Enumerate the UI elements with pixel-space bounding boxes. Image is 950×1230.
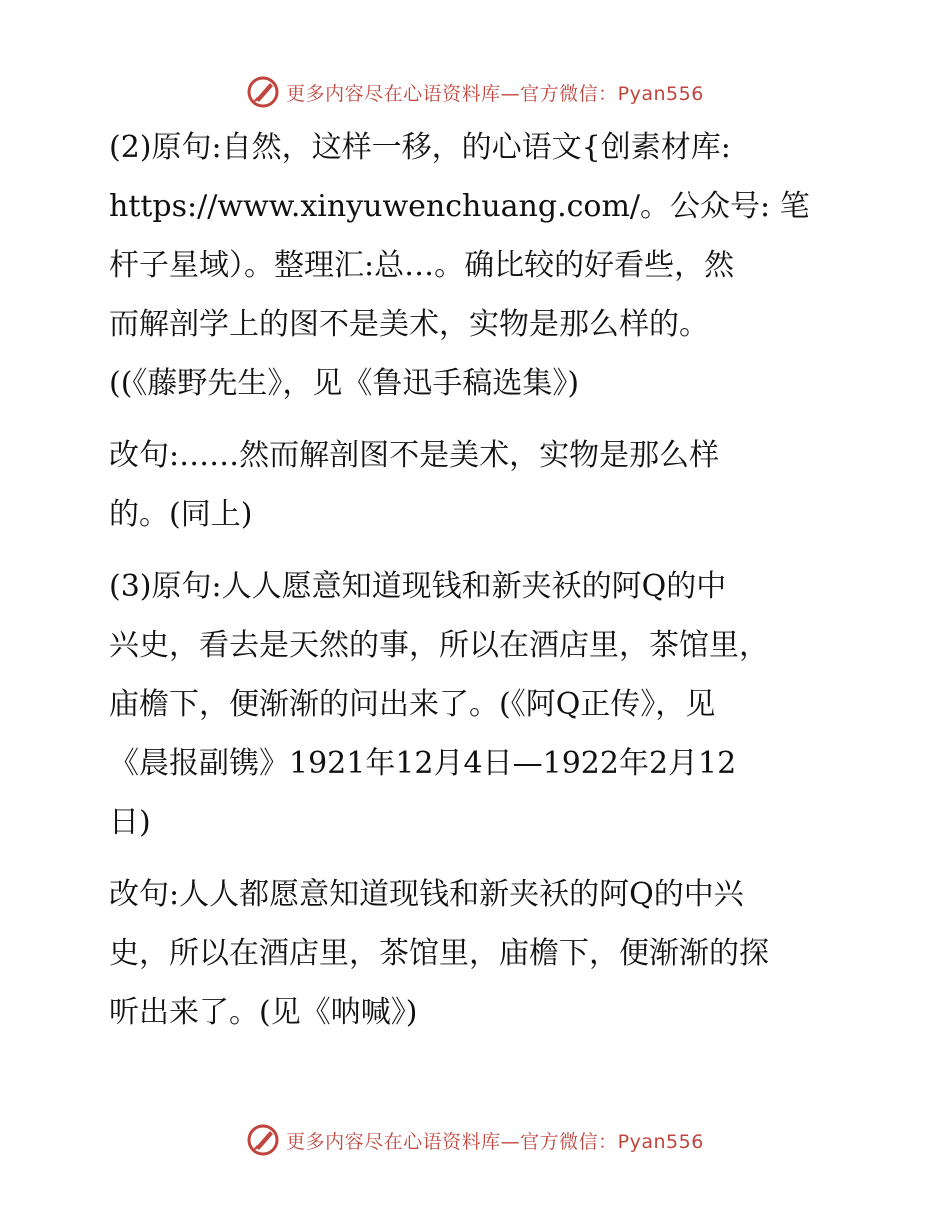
footer-banner-text: 更多内容尽在心语资料库—官方微信：Pyan556 [286, 1130, 704, 1153]
text-line: 改句:人人都愿意知道现钱和新夹袄的阿Q的中兴 [109, 877, 744, 912]
text-line: 杆子星域）。整理汇:总…。确比较的好看些，然 [109, 248, 735, 283]
pen-logo-icon [246, 1123, 280, 1157]
footer-banner [0, 1118, 950, 1162]
text-line: ((《藤野先生》，见《鲁迅手稿选集》) [109, 366, 580, 401]
paragraph-2-original [97, 118, 857, 413]
text-line: 《晨报副镌》1921年12月4日—1922年2月12 [109, 746, 737, 781]
text-line: 的。(同上) [109, 497, 253, 532]
text-line: 听出来了。(见《呐喊》) [109, 995, 418, 1030]
text-line: 庙檐下，便渐渐的问出来了。(《阿Q正传》，见 [109, 687, 716, 722]
paragraph-3-revised [97, 865, 857, 1042]
paragraph-2-revised [97, 426, 857, 544]
paragraph-3-original [97, 557, 857, 852]
text-line: 而解剖学上的图不是美术，实物是那么样的。 [109, 307, 709, 342]
text-line: 改句:……然而解剖图不是美术，实物是那么样 [109, 438, 720, 473]
text-line: 史，所以在酒店里，茶馆里，庙檐下，便渐渐的探 [109, 936, 769, 971]
text-line: 日) [109, 805, 151, 840]
text-line: (2)原句:自然，这样一移，的心语文{创素材库: [109, 130, 731, 165]
text-line: 兴史，看去是天然的事，所以在酒店里，茶馆里， [109, 628, 769, 663]
pen-logo-icon [246, 75, 280, 109]
header-banner [0, 70, 950, 114]
document-body [97, 118, 857, 1042]
header-banner-text: 更多内容尽在心语资料库—官方微信：Pyan556 [286, 82, 704, 105]
text-line: https://www.xinyuwenchuang.com/。公众号: 笔 [109, 189, 810, 224]
text-line: (3)原句:人人愿意知道现钱和新夹袄的阿Q的中 [109, 569, 727, 604]
